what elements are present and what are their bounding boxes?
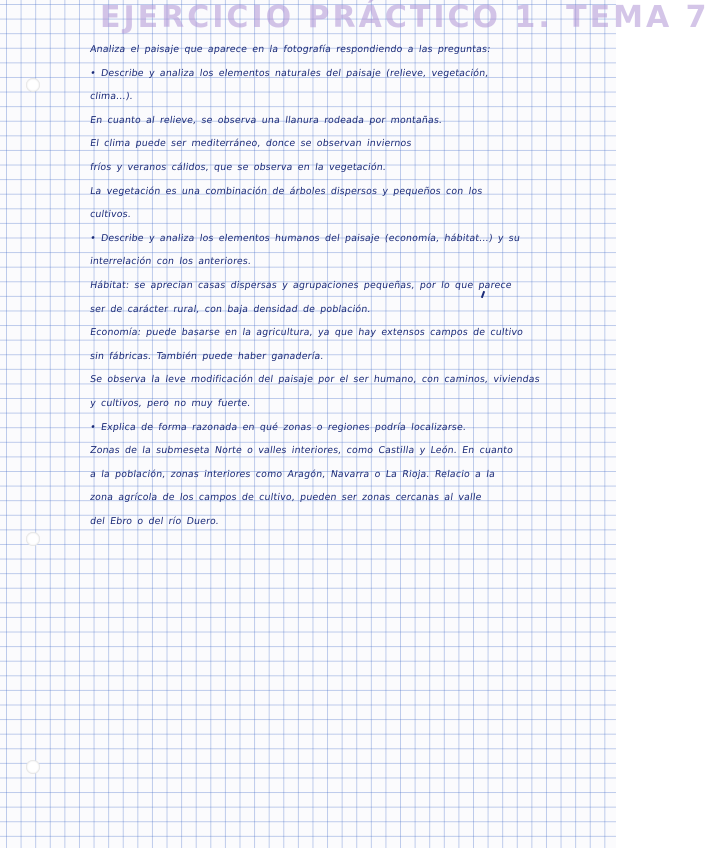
text-line: cultivos.	[89, 209, 132, 221]
text-line: a la población, zonas interiores como Aragón, Navarra o La Rioja. Relacio a la	[89, 468, 496, 480]
text-line: ser de carácter rural, con baja densidad de población.	[89, 303, 372, 315]
text-line: Hábitat: se aprecian casas dispersas y agrupaciones pequeñas, por lo que parece	[89, 279, 513, 291]
binder-hole	[26, 760, 40, 774]
text-line: interrelación con los anteriores.	[89, 256, 252, 268]
text-line: Economía: puede basarse en la agricultura, ya que hay extensos campos de cultivo	[89, 327, 524, 339]
handwritten-text	[90, 38, 600, 533]
binder-hole	[26, 532, 40, 546]
text-line: El clima puede ser mediterráneo, donce se observan inviernos	[89, 138, 413, 150]
text-line: Se observa la leve modificación del paisaje por el ser humano, con caminos, viviendas	[89, 374, 541, 386]
text-line: sin fábricas. También puede haber ganadería.	[89, 350, 325, 362]
text-line: • Describe y analiza los elementos humanos del paisaje (economía, hábitat...) y su	[89, 232, 521, 244]
text-line: zona agrícola de los campos de cultivo, pueden ser zonas cercanas al valle	[89, 492, 483, 504]
text-line: del Ebro o del río Duero.	[89, 515, 220, 527]
page-title: EJERCICIO PRÁCTICO 1. TEMA 7	[100, 0, 710, 35]
text-line: fríos y veranos cálidos, que se observa en la vegetación.	[89, 161, 387, 173]
text-line: y cultivos, pero no muy fuerte.	[89, 397, 252, 409]
text-line: En cuanto al relieve, se observa una llanura rodeada por montañas.	[89, 114, 443, 126]
text-line: clima...).	[89, 91, 134, 103]
text-line: La vegetación es una combinación de árboles dispersos y pequeños con los	[89, 185, 484, 197]
text-line: • Describe y analiza los elementos naturales del paisaje (relieve, vegetación,	[89, 67, 490, 79]
text-line: • Explica de forma razonada en qué zonas o regiones podría localizarse.	[89, 421, 467, 433]
text-line: Zonas de la submeseta Norte o valles interiores, como Castilla y León. En cuanto	[89, 445, 514, 457]
text-line: Analiza el paisaje que aparece en la fotografía respondiendo a las preguntas:	[89, 44, 492, 55]
binder-hole	[26, 78, 40, 92]
